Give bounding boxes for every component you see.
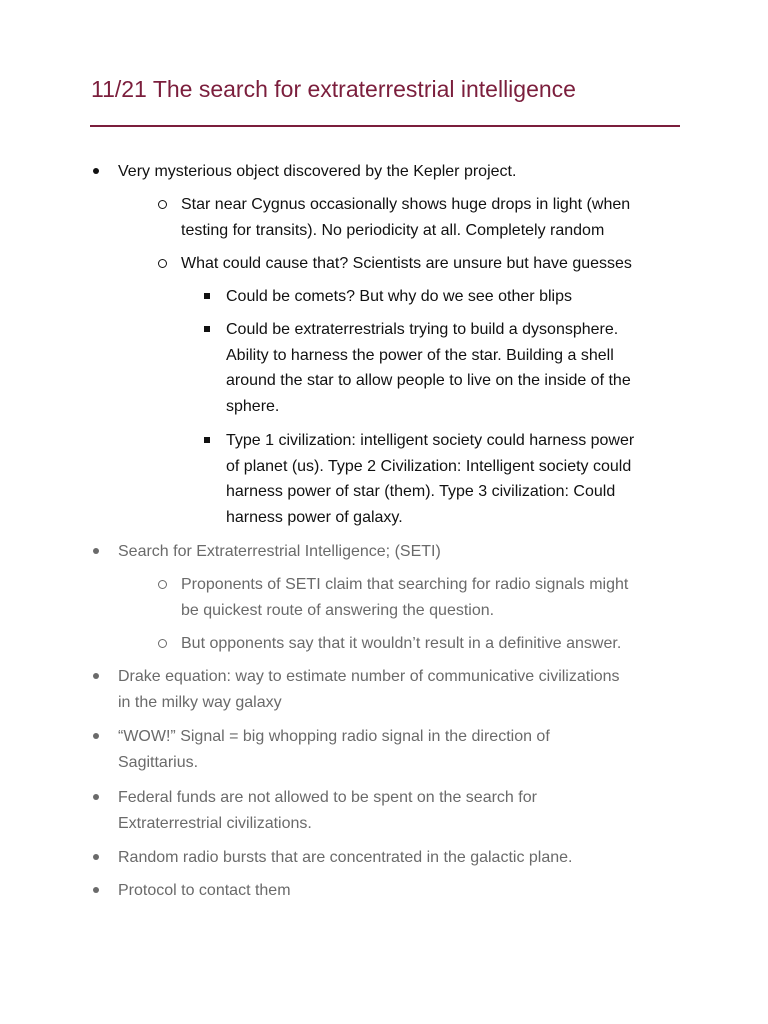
bullet-square-icon [204,326,210,332]
bullet-item: Federal funds are not allowed to be spent on the search for Extraterrestrial civilizations. [118,785,537,836]
bullet-dot-icon [93,854,99,860]
bullet-item: “WOW!” Signal = big whopping radio signal in the direction of Sagittarius. [118,724,550,775]
bullet-item: Random radio bursts that are concentrated in the galactic plane. [118,845,573,871]
bullet-dot-icon [93,673,99,679]
title-divider [90,125,680,127]
bullet-item: Drake equation: way to estimate number of communicative civilizations in the milky way galaxy [118,664,620,715]
page-title: 11/21 The search for extraterrestrial intelligence [91,76,576,102]
bullet-dot-icon [93,168,99,174]
bullet-circle-icon [158,639,167,648]
bullet-dot-icon [93,887,99,893]
sub-sub-bullet-item: Type 1 civilization: intelligent society could harness power of planet (us). Type 2 Civilization: Intelligent society could harness power of star (them). Type 3 civilization: Could harness power of galaxy. [226,428,634,530]
bullet-item: Very mysterious object discovered by the Kepler project. [118,159,516,185]
bullet-item: Protocol to contact them [118,878,291,904]
sub-bullet-item: Proponents of SETI claim that searching for radio signals might be quickest route of answering the question. [181,572,628,623]
sub-bullet-item: What could cause that? Scientists are unsure but have guesses [181,251,632,277]
bullet-circle-icon [158,259,167,268]
sub-sub-bullet-item: Could be comets? But why do we see other blips [226,284,572,310]
bullet-square-icon [204,293,210,299]
sub-sub-bullet-item: Could be extraterrestrials trying to build a dysonsphere. Ability to harness the power of the star. Building a shell around the star to allow people to live on the inside of the sphere. [226,317,631,419]
sub-bullet-item: But opponents say that it wouldn’t result in a definitive answer. [181,631,621,657]
bullet-item: Search for Extraterrestrial Intelligence; (SETI) [118,539,441,565]
bullet-circle-icon [158,580,167,589]
sub-bullet-item: Star near Cygnus occasionally shows huge drops in light (when testing for transits). No periodicity at all. Completely random [181,192,630,243]
bullet-circle-icon [158,200,167,209]
bullet-dot-icon [93,548,99,554]
bullet-dot-icon [93,794,99,800]
bullet-dot-icon [93,733,99,739]
bullet-square-icon [204,437,210,443]
